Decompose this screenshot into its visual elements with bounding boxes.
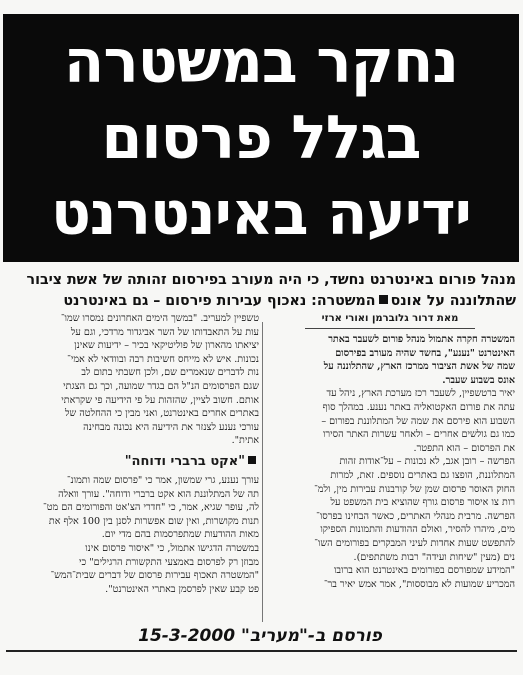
article-column-right: [265, 312, 515, 591]
footer-divider: [6, 650, 517, 652]
section-title-text: "אקט ברברי ודוחה": [124, 453, 245, 469]
text-line: לה, עופר שגיא, אמר, כי "חדרי הצ'אט והפורומים הם מט־: [43, 502, 259, 514]
text-line: המתלוננת, הופצו גם באתרים נוספים. זאת, למרות: [330, 469, 515, 481]
byline: מאת דרור גלוברמן ואורי ארזי: [321, 313, 459, 324]
section-title: [9, 452, 259, 472]
text-line: האינטרנט "נענע", בחשד שהיה מעורב בפירסום: [335, 347, 515, 359]
article-column-left: [9, 312, 259, 596]
text-line: תנות מקושרות, ואין שום אפשרות לסנן בין 100 אלף את: [48, 515, 259, 527]
text-line: עות על התאבדותו של השר אביגדור מרדכי, וגם על: [70, 326, 259, 338]
text-line: שמה של אשת הציבור ממרכז הארץ, שהתלוננה על: [323, 361, 515, 373]
text-line: אותם. חשוב לציין, שהזהות על פי הידיעה פי שקראתי: [61, 394, 259, 406]
text-line: יציאתו מהארון של פוליטיקאי בכיר – ידיעות שאינן: [74, 340, 259, 352]
text-line: מים, מיהרו להסיר, ואולם ההודעות והתמונות הספיקו: [320, 524, 515, 536]
text-line: המשטרה חקרה אתמול מנהל פורום לשעבר באתר: [328, 334, 515, 345]
subheading-line-2: [6, 291, 516, 312]
text-line: עתה את פורום האקטואליה באתר נענע. במהלך סוף: [322, 401, 515, 413]
headline-line-1: נחקר במשטרה: [63, 27, 459, 97]
text-line: אונס בשבוע שעבר.: [442, 374, 515, 386]
text-line: השבוע הוא פירסם את שמה של המתלוננת בפורום –: [321, 415, 515, 427]
byline-divider: [305, 328, 475, 329]
text-line: אתית".: [231, 435, 259, 447]
bullet-square-icon: [379, 295, 388, 304]
text-line: מבוזן רק לפרסום באמצעי התקשורת הרגילים" כי: [78, 556, 259, 568]
text-line: פט קבע שאין לפרסמן באתרי האינטרנט".: [105, 583, 259, 595]
subheading-part-b: המשטרה: נאכוף עבירות פירסום – גם באינטרנט: [63, 293, 376, 309]
text-line: עורכי נענע לצנזר את הידיעה היא נכונה מבחינה: [83, 421, 259, 433]
text-line: במשטרה הדגישו אתמול, כי "איסור פרסום אינו: [85, 542, 259, 554]
text-line: יאיר ברטשפיין, לשעבר רכז מערכת הארץ, ניהל עד: [326, 388, 515, 400]
text-line: נכונות. איש לא מייחס חשיבות רבה ובוודאי לא אמי־: [67, 353, 259, 365]
text-line: "המידע שמפורסם בפורומים באינטרנט הוא ברובו: [333, 565, 515, 577]
publication-credit: פורסם ב-"מעריב" 15-3-2000: [138, 626, 382, 646]
text-line: כמו גם גולשים אחרים – ולאחר עשרות האתר הסירו: [322, 429, 515, 441]
text-line: עורך נענע, גרי שמשון, אמר כי "פרסום שמה ותמונ־: [66, 474, 259, 486]
text-line: החוק האוסר פרסום שמן של קורבנות עבירות מין, ולמ־: [314, 483, 515, 495]
text-line: הפרשה – רובן אגב, לא נכונות – על־אודות זהות: [339, 456, 515, 468]
headline-box: [3, 14, 519, 262]
text-line: הפרשה. מרבית מנהלי האתרים, כאשר הבחינו בפרסו־: [316, 510, 515, 522]
subheading-part-a: שהתלוננה על אונס: [390, 293, 516, 309]
text-line: באתרים אחרים באינטרנט, ואני מבין כי ההחלטה של: [64, 408, 259, 420]
text-line: "המשטרה תאכוף עבירות פרסום של דברים שבית־המש־: [50, 570, 259, 582]
subheading: [6, 270, 516, 312]
text-line: טשפיין למעריב. "במשך הימים האחרונים נמסרו שמו־: [60, 313, 259, 324]
bullet-square-icon: [248, 456, 256, 464]
headline-line-2: בגלל פרסום: [101, 103, 421, 173]
text-line: המכריע שמועות לא מבוססות", אמר אמש יאיר בר־: [323, 578, 515, 590]
body-paragraphs: [265, 387, 515, 591]
text-line: רות צו איסור פרסום גורף שהוציא בית המשפט על: [330, 497, 515, 509]
text-line: מאות ההודעות שמתפרסמות בהם מדי יום.: [101, 529, 259, 541]
text-line: להתפשט שעות אחדות לעיני המבקרים בפורומים השו־: [314, 537, 515, 549]
body-paragraphs-bottom: [9, 474, 259, 596]
text-line: שגם הפרסומים הנ"ל הם בגדר שמועה, וכך גם הצגתי: [63, 380, 259, 392]
headline-line-3: ידיעה באינטרנט: [50, 179, 472, 249]
column-divider: [262, 322, 263, 622]
lead-paragraph: [265, 333, 515, 387]
text-line: תה של המתלוננת הוא אקט ברברי ודוחה". עורך וואלה: [58, 488, 259, 500]
subheading-line-1: מנהל פורום באינטרנט נחשד, כי היה מעורב בפירסום זהותה של אשת ציבור: [26, 272, 516, 288]
text-line: נים (מעין "שיחות ועידה" רבות משתתפים).: [353, 551, 515, 563]
body-paragraphs-top: [9, 312, 259, 448]
text-line: את הפרסום – הוא התפטר.: [413, 442, 515, 454]
text-line: נות לדברים שנאמרים שם, ולכן חשבתי בתום לב: [81, 367, 259, 379]
